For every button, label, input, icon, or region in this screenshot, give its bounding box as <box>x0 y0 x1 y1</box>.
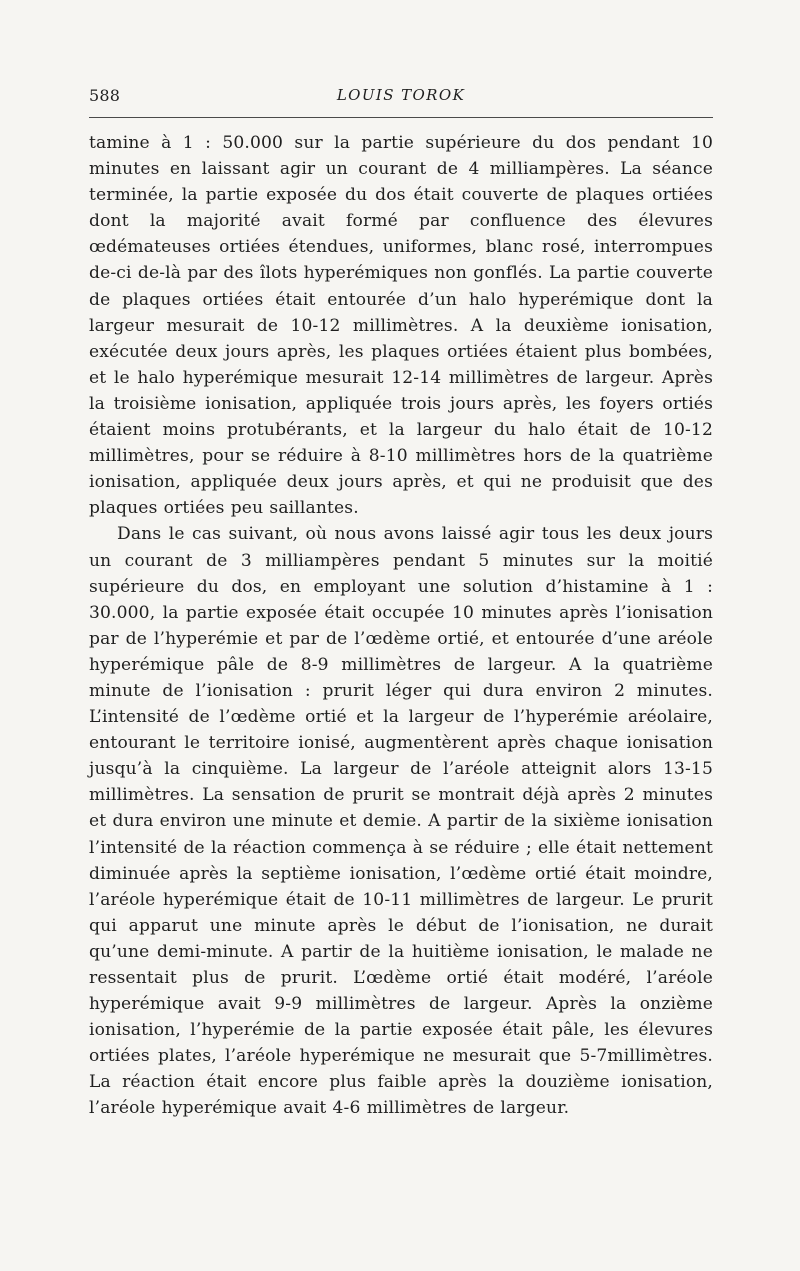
page-number: 588 <box>89 86 121 105</box>
page-header <box>89 86 713 114</box>
running-head: LOUIS TOROK <box>336 86 466 104</box>
paragraph-2: Dans le cas suivant, où nous avons laissé agir tous les deux jours un courant de 3 milliampères pendant 5 minutes sur la moitié supérieure du dos, en employant une solution d’histamine à 1 : 30.000, la partie exposée était occupée 10 minutes après l’ionisation par de l’hyperémie et par de l’œdème ortié, et entourée d’une aréole hyperémique pâle de 8-9 millimètres de largeur. A la quatrième minute de l’ionisation : prurit léger qui dura environ 2 minutes. L’intensité de l’œdème ortié et la largeur de l’hyperémie aréolaire, entourant le territoire ionisé, augmentèrent après chaque ionisation jusqu’à la cinquième. La largeur de l’aréole atteignit alors 13-15 millimètres. La sensation de prurit se montrait déjà après 2 minutes et dura environ une minute et demie. A partir de la sixième ionisation l’intensité de la réaction commença à se réduire ; elle était nettement diminuée après la septième ionisation, l’œdème ortié était moindre, l’aréole hyperémique était de 10-11 millimètres de largeur. Le prurit qui apparut une minute après le début de l’ionisation, ne durait qu’une demi-minute. A partir de la huitième ionisation, le malade ne ressentait plus de prurit. L’œdème ortié était modéré, l’aréole hyperémique avait 9-9 millimètres de largeur. Après la onzième ionisation, l’hyperémie de la partie exposée était pâle, les élevures ortiées plates, l’aréole hyperémique ne mesurait que 5-7millimètres. La réaction était encore plus faible après la douzième ionisation, l’aréole hyperémique avait 4-6 millimètres de largeur. <box>89 524 713 1119</box>
header-rule <box>89 117 713 118</box>
paragraph-1: tamine à 1 : 50.000 sur la partie supérieure du dos pendant 10 minutes en laissant agir un courant de 4 milliampères. La séance terminée, la partie exposée du dos était couverte de plaques ortiées dont la majorité avait formé par confluence des élevures œdémateuses ortiées étendues, uniformes, blanc rosé, interrompues de-ci de-là par des îlots hyperémiques non gonflés. La partie couverte de plaques ortiées était entourée d’un halo hyperémique dont la largeur mesurait de 10-12 millimètres. A la deuxième ionisation, exécutée deux jours après, les plaques ortiées étaient plus bombées, et le halo hyperémique mesurait 12-14 millimètres de largeur. Après la troisième ionisation, appliquée trois jours après, les foyers ortiés étaient moins protubérants, et la largeur du halo était de 10-12 millimètres, pour se réduire à 8-10 millimètres hors de la quatrième ionisation, appliquée deux jours après, et qui ne produisit que des plaques ortiées peu saillantes. <box>89 133 713 519</box>
body-text <box>89 130 713 1122</box>
